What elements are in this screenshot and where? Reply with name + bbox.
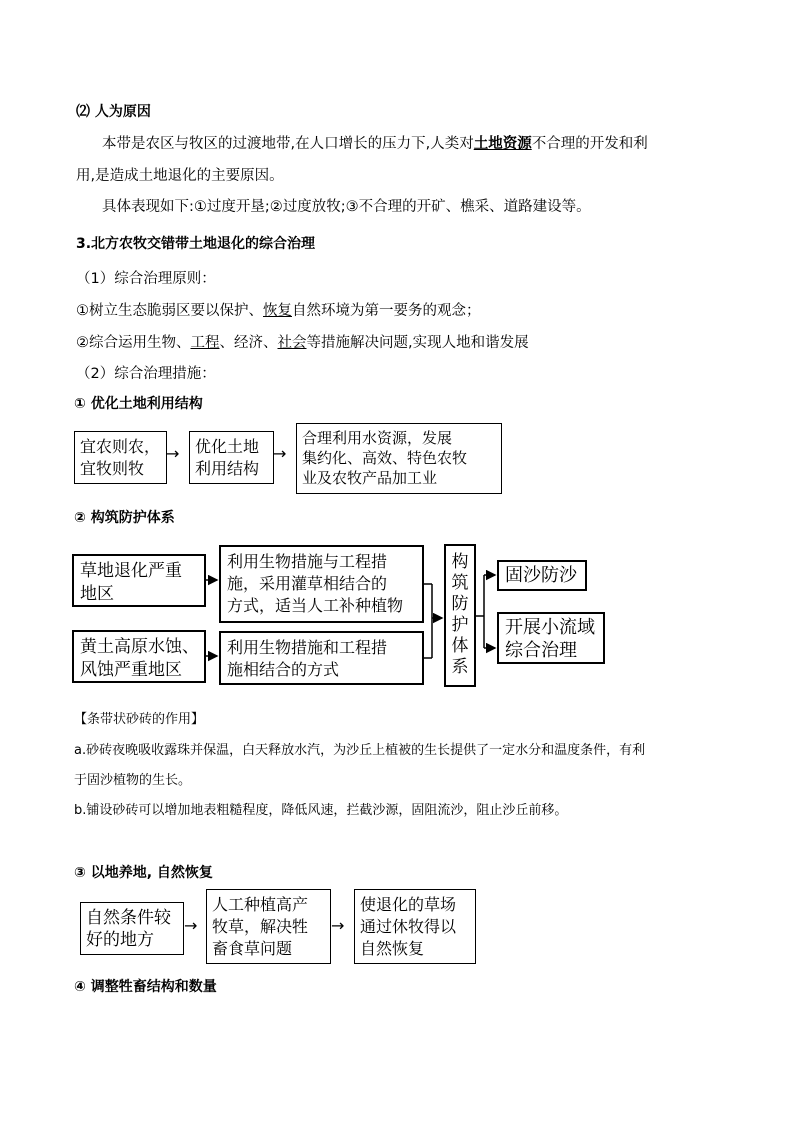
- box-char: 构: [451, 552, 469, 572]
- measure-heading: ② 构筑防护体系: [74, 510, 175, 526]
- note-line: 于固沙植物的生长。: [74, 773, 192, 788]
- box-line: 集约化、高效、特色农牧: [302, 449, 468, 467]
- box-line: 地区: [80, 584, 114, 604]
- underlined-keyword: 社会: [277, 335, 307, 351]
- box-char: 体: [451, 636, 469, 656]
- measure-heading: ④ 调整牲畜结构和数量: [74, 979, 217, 995]
- arrow-icon: →: [184, 916, 198, 935]
- box-line: 施，采用灌草相结合的: [227, 574, 388, 593]
- measures-heading: （2）综合治理措施：: [76, 366, 216, 382]
- underlined-keyword: 土地资源: [473, 136, 532, 152]
- arrow-icon: →: [273, 444, 287, 463]
- text-run: ①树立生态脆弱区要以保护、: [76, 303, 263, 319]
- box-line: 好的地方: [86, 930, 154, 950]
- text-run: 本带是农区与牧区的过渡地带,在人口增长的压力下,人类对: [102, 136, 474, 152]
- paragraph-line: 用,是造成土地退化的主要原因。: [76, 168, 284, 184]
- measure-heading: ① 优化土地利用结构: [74, 396, 203, 412]
- box-line: 利用生物措施和工程措: [227, 638, 388, 657]
- box-line: 方式，适当人工补种植物: [227, 596, 404, 615]
- box-char: 护: [451, 615, 469, 635]
- box-line: 草地退化严重: [80, 561, 182, 581]
- text-run: 等措施解决问题,实现人地和谐发展: [306, 335, 529, 351]
- arrow-icon: →: [166, 444, 180, 463]
- box-line: 自然条件较: [86, 908, 171, 928]
- flow-box: [80, 902, 184, 955]
- box-char: 防: [451, 594, 469, 614]
- box-line: 黄土高原水蚀、: [80, 637, 199, 657]
- text-run: 、经济、: [219, 335, 278, 351]
- box-line: 宜农则农，: [80, 437, 161, 456]
- box-line: 通过休牧得以: [360, 917, 457, 936]
- box-line: 风蚀严重地区: [80, 660, 182, 680]
- box-char: 系: [451, 657, 469, 677]
- arrow-icon: →: [331, 916, 345, 935]
- box-line: 业及农牧产品加工业: [302, 469, 438, 487]
- underlined-keyword: 工程: [190, 335, 220, 351]
- box-line: 优化土地: [195, 437, 260, 456]
- measure-heading: ③ 以地养地, 自然恢复: [74, 865, 213, 881]
- box-line: 畜食草问题: [212, 939, 293, 958]
- box-line: 施相结合的方式: [227, 660, 340, 679]
- box-line: 宜牧则牧: [80, 459, 145, 478]
- note-title: 【条带状砂砖的作用】: [74, 712, 205, 727]
- note-line: b.铺设砂砖可以增加地表粗糙程度，降低风速，拦截沙源，固阻流沙，阻止沙丘前移。: [74, 803, 568, 818]
- flow-box: [206, 889, 331, 964]
- text-run: 不合理的开发和利: [531, 136, 648, 152]
- note-line: a.砂砖夜晚吸收露珠并保温，白天释放水汽，为沙丘上植被的生长提供了一定水分和温度条件，有利: [74, 743, 646, 758]
- flow-box: [354, 889, 476, 964]
- box-line: 利用结构: [195, 459, 260, 478]
- paragraph-line: 具体表现如下:①过度开垦;②过度放牧;③不合理的开矿、樵采、道路建设等。: [102, 199, 591, 215]
- box-line: 开展小流域: [505, 617, 595, 638]
- box-line: 牧草，解决牲: [212, 917, 309, 936]
- box-line: 综合治理: [505, 640, 577, 661]
- box-line: 使退化的草场: [360, 895, 457, 914]
- box-line: 人工种植高产: [212, 895, 309, 914]
- box-line: 合理利用水资源，发展: [302, 429, 453, 447]
- box-line: 利用生物措施与工程措: [227, 552, 388, 571]
- underlined-keyword: 恢复: [263, 303, 292, 319]
- text-run: 自然环境为第一要务的观念；: [292, 303, 481, 319]
- box-line: 自然恢复: [360, 939, 425, 958]
- principles-heading: （1）综合治理原则：: [76, 271, 216, 287]
- text-run: ②综合运用生物、: [76, 335, 191, 351]
- section-heading-human-causes: ⑵ 人为原因: [76, 104, 151, 120]
- section-heading-comprehensive-governance: 3.北方农牧交错带土地退化的综合治理: [76, 236, 316, 252]
- box-char: 筑: [451, 573, 469, 593]
- box-line: 固沙防沙: [505, 565, 577, 586]
